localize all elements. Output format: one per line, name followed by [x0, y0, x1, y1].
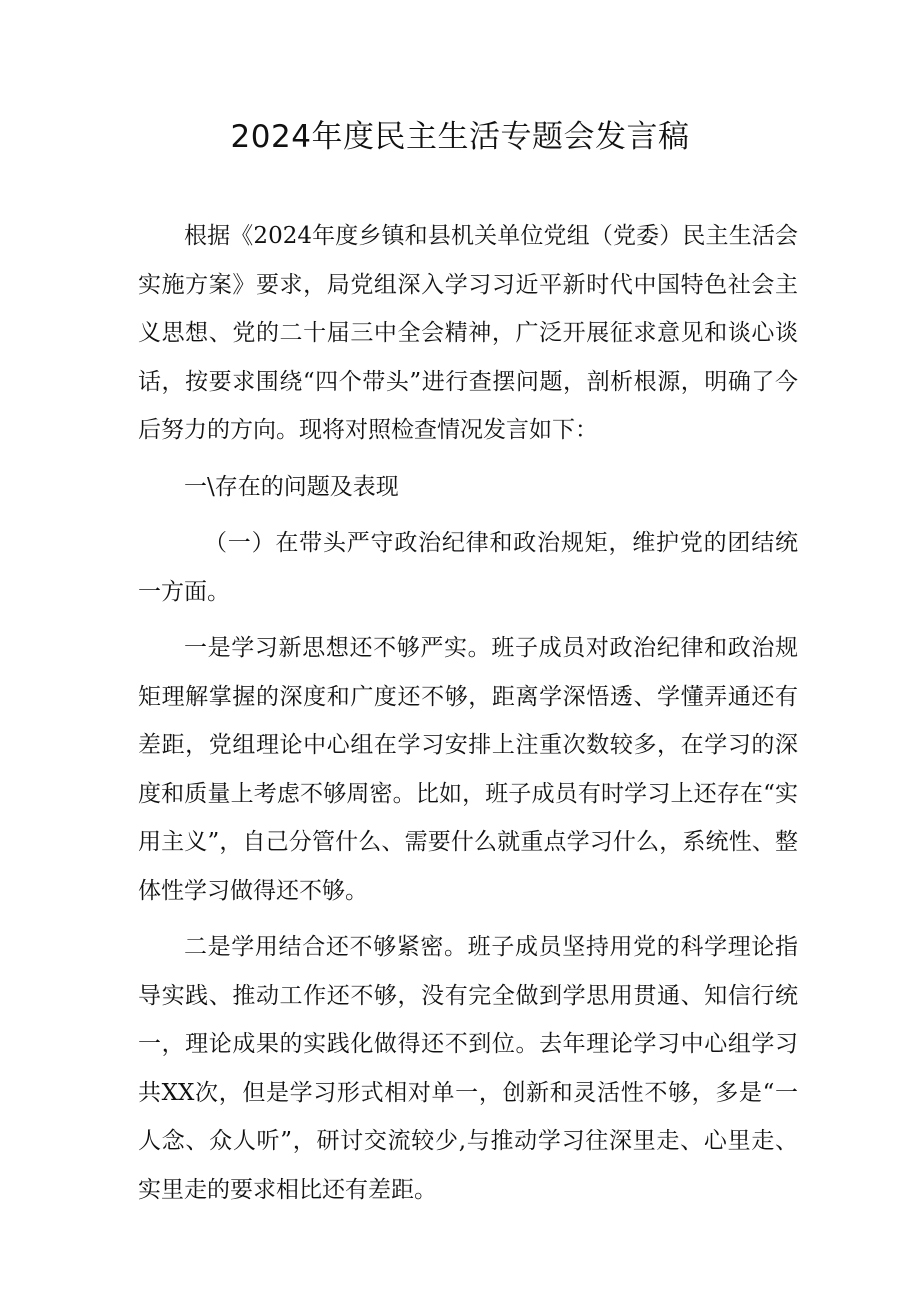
- paragraph-point-one: 一是学习新思想还不够严实。班子成员对政治纪律和政治规矩理解掌握的深度和广度还不够，距离学深悟透、学懂弄通还有差距，党组理论中心组在学习安排上注重次数较多，在学习的深度和质量上考虑不够周密。比如，班子成员有时学习上还存在“实用主义”，自己分管什么、需要什么就重点学习什么，系统性、整体性学习做得还不够。: [138, 635, 798, 904]
- paragraph-point-two: 二是学用结合还不够紧密。班子成员坚持用党的科学理论指导实践、推动工作还不够，没有完全做到学思用贯通、知信行统一，理论成果的实践化做得还不到位。去年理论学习中心组学习共XX次，但是学习形式相对单一，创新和灵活性不够，多是“一人念、众人听”，研讨交流较少,与推动学习往深里走、心里走、实里走的要求相比还有差距。: [138, 934, 798, 1203]
- document-title: 2024年度民主生活专题会发言稿: [230, 119, 690, 155]
- paragraph-intro: 根据《2024年度乡镇和县机关单位党组（党委）民主生活会实施方案》要求，局党组深入学习习近平新时代中国特色社会主义思想、党的二十届三中全会精神，广泛开展征求意见和谈心谈话，按要求围绕“四个带头”进行查摆问题，剖析根源，明确了今后努力的方向。现将对照检查情况发言如下：: [138, 223, 798, 443]
- subsection-heading: （一）在带头严守政治纪律和政治规矩，维护党的团结统一方面。: [138, 530, 798, 605]
- section-heading: 一\存在的问题及表现: [184, 473, 399, 500]
- document-body: [138, 212, 798, 1214]
